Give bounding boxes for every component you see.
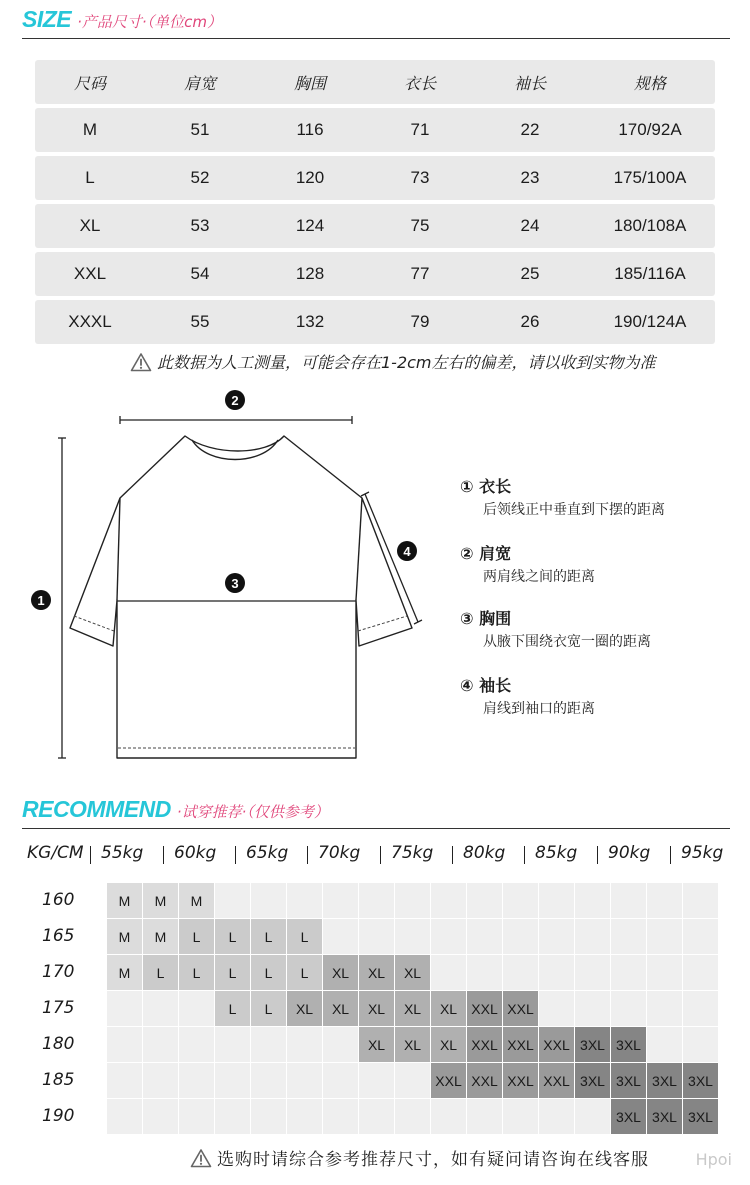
size-cell: 124 bbox=[295, 216, 325, 235]
size-recommend-cell: XXL bbox=[503, 991, 538, 1026]
size-cell: 26 bbox=[520, 312, 540, 331]
recommend-divider bbox=[22, 828, 730, 829]
size-recommend-cell: M bbox=[143, 919, 178, 954]
size-recommend-cell: L bbox=[215, 991, 250, 1026]
size-note bbox=[130, 350, 656, 373]
size-cell: 52 bbox=[190, 168, 210, 187]
size-recommend-cell: XXL bbox=[503, 1063, 538, 1098]
size-recommend-cell: L bbox=[251, 919, 286, 954]
size-header-cell: 规格 bbox=[633, 73, 666, 93]
size-cell: 180/108A bbox=[613, 216, 687, 235]
empty-cell bbox=[647, 919, 682, 954]
size-recommend-cell: L bbox=[179, 955, 214, 990]
empty-cell bbox=[683, 919, 718, 954]
weight-separator bbox=[670, 846, 671, 864]
weight-separator bbox=[307, 846, 308, 864]
size-recommend-cell: 3XL bbox=[575, 1027, 610, 1062]
size-cell: XXXL bbox=[68, 312, 112, 331]
weight-separator bbox=[90, 846, 91, 864]
empty-cell bbox=[503, 883, 538, 918]
weight-header: 80kg bbox=[463, 843, 506, 863]
size-recommend-cell: XXL bbox=[467, 991, 502, 1026]
size-recommend-cell: 3XL bbox=[647, 1099, 682, 1134]
empty-cell bbox=[575, 991, 610, 1026]
watermark: Hpoi bbox=[695, 1150, 732, 1169]
weight-separator bbox=[524, 846, 525, 864]
legend-title-sleeve: ④ 袖长 bbox=[460, 676, 512, 695]
size-recommend-cell: L bbox=[215, 955, 250, 990]
size-cell: XL bbox=[79, 216, 101, 235]
size-cell: 24 bbox=[520, 216, 540, 235]
size-header-cell: 袖长 bbox=[513, 73, 546, 93]
empty-cell bbox=[323, 1063, 358, 1098]
size-cell: 79 bbox=[410, 312, 430, 331]
size-recommend-cell: XXL bbox=[467, 1063, 502, 1098]
recommend-note-text: 选购时请综合参考推荐尺寸，如有疑问请咨询在线客服 bbox=[217, 1150, 649, 1170]
height-label: 170 bbox=[42, 962, 75, 982]
size-recommend-cell: 3XL bbox=[647, 1063, 682, 1098]
size-header-cell: 尺码 bbox=[73, 73, 106, 93]
empty-cell bbox=[431, 919, 466, 954]
height-label: 190 bbox=[42, 1106, 75, 1126]
empty-cell bbox=[611, 883, 646, 918]
size-table-row bbox=[35, 204, 715, 248]
size-recommend-cell: XL bbox=[323, 991, 358, 1026]
size-cell: 54 bbox=[190, 264, 210, 283]
size-cell: 132 bbox=[295, 312, 325, 331]
size-cell: L bbox=[85, 168, 95, 187]
size-cell: M bbox=[82, 120, 98, 139]
recommend-title-en: RECOMMEND bbox=[22, 796, 171, 822]
empty-cell bbox=[179, 1027, 214, 1062]
empty-cell bbox=[395, 1099, 430, 1134]
weight-separator bbox=[452, 846, 453, 864]
empty-cell bbox=[503, 955, 538, 990]
size-recommend-cell: L bbox=[251, 991, 286, 1026]
legend-desc-chest: 从腋下围绕衣宽一圈的距离 bbox=[483, 634, 651, 650]
size-cell: 73 bbox=[410, 168, 430, 187]
weight-header: 55kg bbox=[101, 843, 144, 863]
empty-cell bbox=[431, 1099, 466, 1134]
size-title-en: SIZE bbox=[22, 6, 72, 32]
empty-cell bbox=[323, 919, 358, 954]
size-cell: 190/124A bbox=[613, 312, 687, 331]
empty-cell bbox=[647, 1027, 682, 1062]
empty-cell bbox=[503, 1099, 538, 1134]
weight-header: 70kg bbox=[318, 843, 361, 863]
size-recommend-cell: 3XL bbox=[683, 1063, 718, 1098]
empty-cell bbox=[647, 991, 682, 1026]
weight-header: 60kg bbox=[174, 843, 217, 863]
empty-cell bbox=[287, 883, 322, 918]
empty-cell bbox=[611, 991, 646, 1026]
size-cell: 23 bbox=[520, 168, 540, 187]
height-label: 185 bbox=[42, 1070, 75, 1090]
size-recommend-cell: 3XL bbox=[611, 1027, 646, 1062]
size-recommend-cell: 3XL bbox=[575, 1063, 610, 1098]
size-recommend-cell: XL bbox=[359, 955, 394, 990]
empty-cell bbox=[107, 1027, 142, 1062]
recommend-note bbox=[190, 1145, 649, 1170]
size-recommend-cell: XXL bbox=[539, 1063, 574, 1098]
empty-cell bbox=[107, 1063, 142, 1098]
empty-cell bbox=[215, 1099, 250, 1134]
size-cell: 75 bbox=[410, 216, 430, 235]
weight-header: 85kg bbox=[535, 843, 578, 863]
empty-cell bbox=[539, 955, 574, 990]
size-section-title bbox=[22, 6, 222, 33]
empty-cell bbox=[215, 1063, 250, 1098]
size-recommend-cell: XL bbox=[431, 1027, 466, 1062]
size-cell: 53 bbox=[190, 216, 210, 235]
empty-cell bbox=[287, 1099, 322, 1134]
empty-cell bbox=[575, 955, 610, 990]
weight-separator bbox=[380, 846, 381, 864]
size-recommend-cell: XL bbox=[359, 1027, 394, 1062]
marker-4: 4 bbox=[403, 544, 411, 559]
size-cell: 170/92A bbox=[618, 120, 682, 139]
empty-cell bbox=[251, 1063, 286, 1098]
size-cell: 120 bbox=[295, 168, 325, 187]
size-header-cell: 肩宽 bbox=[183, 73, 216, 93]
legend-desc-shoulder: 两肩线之间的距离 bbox=[483, 569, 595, 585]
size-table-row bbox=[35, 156, 715, 200]
empty-cell bbox=[395, 883, 430, 918]
empty-cell bbox=[359, 883, 394, 918]
size-table-header bbox=[35, 60, 715, 104]
weight-separator bbox=[597, 846, 598, 864]
tshirt-outline bbox=[70, 436, 412, 758]
empty-cell bbox=[683, 883, 718, 918]
recommend-section-title bbox=[22, 796, 329, 823]
marker-3: 3 bbox=[231, 576, 239, 591]
empty-cell bbox=[467, 1099, 502, 1134]
empty-cell bbox=[683, 1027, 718, 1062]
weight-header: 90kg bbox=[608, 843, 651, 863]
weight-separator bbox=[235, 846, 236, 864]
size-recommend-cell: 3XL bbox=[611, 1099, 646, 1134]
size-cell: XXL bbox=[73, 264, 107, 283]
size-table-row bbox=[35, 108, 715, 152]
size-recommend-cell: XL bbox=[323, 955, 358, 990]
size-cell: 77 bbox=[410, 264, 430, 283]
empty-cell bbox=[467, 883, 502, 918]
weight-header: 65kg bbox=[246, 843, 289, 863]
height-label: 165 bbox=[42, 926, 75, 946]
empty-cell bbox=[287, 1063, 322, 1098]
size-recommend-cell: M bbox=[107, 955, 142, 990]
empty-cell bbox=[359, 1099, 394, 1134]
empty-cell bbox=[287, 1027, 322, 1062]
size-recommend-cell: XL bbox=[395, 955, 430, 990]
size-recommend-cell: XL bbox=[359, 991, 394, 1026]
empty-cell bbox=[611, 955, 646, 990]
marker-1: 1 bbox=[37, 593, 45, 608]
size-divider bbox=[22, 38, 730, 39]
size-table-row bbox=[35, 252, 715, 296]
size-recommend-cell: M bbox=[107, 919, 142, 954]
empty-cell bbox=[683, 955, 718, 990]
empty-cell bbox=[215, 883, 250, 918]
size-cell: 128 bbox=[295, 264, 325, 283]
size-recommend-cell: L bbox=[287, 919, 322, 954]
size-cell: 25 bbox=[520, 264, 540, 283]
empty-cell bbox=[611, 919, 646, 954]
empty-cell bbox=[107, 1099, 142, 1134]
empty-cell bbox=[575, 1099, 610, 1134]
empty-cell bbox=[431, 883, 466, 918]
size-recommend-cell: XXL bbox=[431, 1063, 466, 1098]
empty-cell bbox=[395, 919, 430, 954]
size-recommend-cell: L bbox=[251, 955, 286, 990]
empty-cell bbox=[179, 991, 214, 1026]
size-recommend-cell: L bbox=[143, 955, 178, 990]
empty-cell bbox=[179, 1063, 214, 1098]
tshirt-diagram bbox=[0, 380, 460, 780]
empty-cell bbox=[323, 883, 358, 918]
legend-title-length: ① 衣长 bbox=[460, 477, 512, 496]
empty-cell bbox=[143, 1027, 178, 1062]
weight-header: 95kg bbox=[681, 843, 724, 863]
size-recommend-cell: 3XL bbox=[683, 1099, 718, 1134]
empty-cell bbox=[503, 919, 538, 954]
empty-cell bbox=[251, 1027, 286, 1062]
empty-cell bbox=[215, 1027, 250, 1062]
empty-cell bbox=[251, 1099, 286, 1134]
size-recommend-cell: L bbox=[287, 955, 322, 990]
empty-cell bbox=[251, 883, 286, 918]
empty-cell bbox=[575, 919, 610, 954]
size-cell: 116 bbox=[296, 120, 324, 139]
weight-header: 75kg bbox=[391, 843, 434, 863]
empty-cell bbox=[539, 919, 574, 954]
empty-cell bbox=[107, 991, 142, 1026]
size-recommend-cell: L bbox=[179, 919, 214, 954]
size-cell: 175/100A bbox=[613, 168, 687, 187]
size-recommend-cell: 3XL bbox=[611, 1063, 646, 1098]
empty-cell bbox=[323, 1027, 358, 1062]
empty-cell bbox=[647, 955, 682, 990]
legend-desc-sleeve: 肩线到袖口的距离 bbox=[483, 701, 595, 717]
size-recommend-cell: XL bbox=[431, 991, 466, 1026]
empty-cell bbox=[539, 991, 574, 1026]
size-recommend-cell: XL bbox=[395, 1027, 430, 1062]
size-cell: 185/116A bbox=[614, 264, 686, 283]
warning-icon bbox=[130, 352, 152, 372]
size-table-row bbox=[35, 300, 715, 344]
size-recommend-cell: XXL bbox=[539, 1027, 574, 1062]
height-label: 160 bbox=[42, 890, 75, 910]
size-recommend-cell: XXL bbox=[503, 1027, 538, 1062]
empty-cell bbox=[575, 883, 610, 918]
corner-label: KG/CM bbox=[27, 843, 84, 863]
empty-cell bbox=[179, 1099, 214, 1134]
empty-cell bbox=[467, 955, 502, 990]
size-recommend-cell: M bbox=[143, 883, 178, 918]
empty-cell bbox=[431, 955, 466, 990]
warning-icon bbox=[190, 1148, 212, 1168]
empty-cell bbox=[359, 1063, 394, 1098]
size-recommend-cell: L bbox=[215, 919, 250, 954]
marker-2: 2 bbox=[231, 393, 239, 408]
size-header-cell: 衣长 bbox=[403, 73, 436, 93]
size-header-cell: 胸围 bbox=[293, 73, 326, 93]
recommend-title-cn: ·试穿推荐·（仅供参考） bbox=[176, 803, 329, 821]
empty-cell bbox=[143, 991, 178, 1026]
height-label: 180 bbox=[42, 1034, 75, 1054]
size-recommend-cell: XL bbox=[287, 991, 322, 1026]
size-recommend-cell: XL bbox=[395, 991, 430, 1026]
size-note-text: 此数据为人工测量，可能会存在1-2cm左右的偏差，请以收到实物为准 bbox=[157, 353, 656, 372]
empty-cell bbox=[395, 1063, 430, 1098]
weight-separator bbox=[163, 846, 164, 864]
height-label: 175 bbox=[42, 998, 75, 1018]
legend-title-chest: ③ 胸围 bbox=[460, 609, 512, 628]
empty-cell bbox=[143, 1063, 178, 1098]
legend-desc-length: 后领线正中垂直到下摆的距离 bbox=[483, 502, 665, 518]
size-recommend-cell: M bbox=[179, 883, 214, 918]
empty-cell bbox=[539, 883, 574, 918]
size-cell: 51 bbox=[190, 120, 210, 139]
size-cell: 71 bbox=[410, 120, 430, 139]
size-cell: 22 bbox=[520, 120, 540, 139]
size-cell: 55 bbox=[190, 312, 210, 331]
legend-title-shoulder: ② 肩宽 bbox=[460, 544, 512, 563]
empty-cell bbox=[467, 919, 502, 954]
empty-cell bbox=[539, 1099, 574, 1134]
empty-cell bbox=[683, 991, 718, 1026]
size-recommend-cell: XXL bbox=[467, 1027, 502, 1062]
empty-cell bbox=[143, 1099, 178, 1134]
stitch-lines bbox=[74, 616, 407, 748]
empty-cell bbox=[359, 919, 394, 954]
empty-cell bbox=[323, 1099, 358, 1134]
size-recommend-cell: M bbox=[107, 883, 142, 918]
empty-cell bbox=[647, 883, 682, 918]
size-title-cn: ·产品尺寸·（单位cm） bbox=[77, 13, 223, 31]
